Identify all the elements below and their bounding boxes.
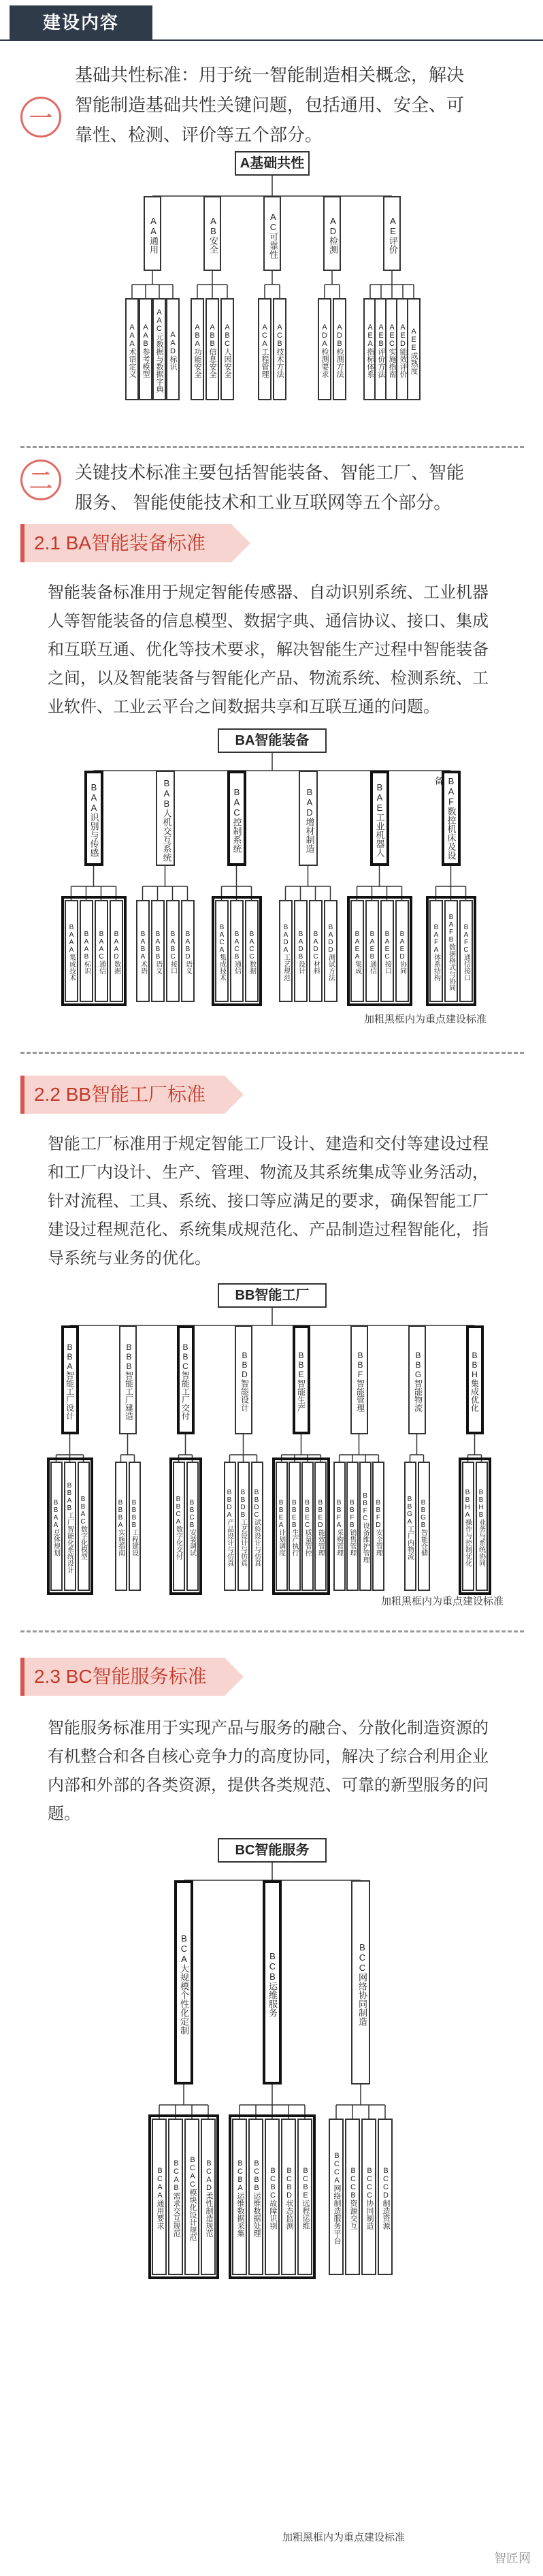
- level2-node: BAEC接口: [380, 900, 394, 1002]
- tag-arrow: [225, 1076, 244, 1114]
- level2-node: BBGA工厂内物流: [404, 1462, 416, 1591]
- part-number: 二: [29, 468, 52, 494]
- text-line: 智能制造基础共性关键问题，包括通用、安全、可: [75, 95, 465, 115]
- diagram-note: 加粗黑框内为重点建设标准: [380, 1596, 504, 1607]
- level2-node: BAAC通信: [95, 900, 108, 1002]
- divider: [20, 446, 524, 448]
- level2-node: BABD语义: [181, 900, 195, 1002]
- level2-node: AAA术语定义: [125, 298, 139, 400]
- section-tag-2-1: [20, 524, 231, 562]
- level2-node: BCBD状态监测: [281, 2119, 296, 2275]
- text-line: 智能服务标准用于实现产品与服务的融合、分散化制造资源的: [48, 1719, 489, 1737]
- level2-node: BACA集成技术: [215, 900, 229, 1002]
- level2-node: ADB检测方法: [333, 298, 346, 400]
- text-line: 智能装备标准用于规定智能传感器、自动识别系统、工业机器: [48, 583, 489, 602]
- level2-node: BABA术语: [136, 900, 150, 1002]
- level2-node: ADA检测要求: [318, 298, 331, 400]
- level2-node: AAB参考模型: [139, 298, 152, 400]
- sec21-text: [48, 579, 531, 722]
- part2-intro: [75, 457, 531, 517]
- divider: [20, 1630, 524, 1632]
- tag-accent: [20, 524, 24, 562]
- root-node: A基础共性: [235, 151, 310, 176]
- level2-node: BAFC通信接口: [459, 900, 473, 1002]
- watermark: 智匠网: [494, 2551, 531, 2565]
- level1-node: BBC智能工厂交付: [177, 1325, 195, 1434]
- level2-node: ABC人因安全: [220, 298, 234, 400]
- level1-node: AA通用: [144, 196, 161, 271]
- level1-node: BAC控制系统: [227, 771, 246, 866]
- level2-node: BCBA运维数据采集: [232, 2119, 247, 2275]
- level2-node: BBBB工程建设: [129, 1462, 141, 1591]
- level2-node: BCAA通用要求: [152, 2119, 167, 2275]
- level2-node: BCBE远程运维: [297, 2119, 312, 2275]
- level2-node: BAFA体系结构: [429, 900, 443, 1002]
- header-divider: [0, 39, 543, 41]
- diagram-note: 加粗黑框内为重点建设标准: [282, 2532, 405, 2543]
- level2-node: BBFA采购管理: [333, 1462, 346, 1591]
- text-line: 智能工厂标准用于规定智能工厂设计、建造和交付等建设过程: [48, 1135, 489, 1153]
- level2-node: BACC数据: [245, 900, 259, 1002]
- level2-node: BBFD安全管理: [372, 1462, 384, 1591]
- diagram-note: 加粗黑框内为重点建设标准: [363, 1014, 487, 1025]
- level2-node: BADD测试方法: [324, 900, 338, 1002]
- text-line: 之间，以及智能装备与智能化产品、物流系统、检测系统、工: [48, 669, 489, 688]
- level2-node: BADB设计: [294, 900, 308, 1002]
- diagram-smart-service: [139, 1838, 405, 2546]
- level2-node: AEA指标体系: [363, 298, 377, 400]
- level1-node: BBD智能设计: [235, 1325, 252, 1434]
- level2-node: BCAC模块化设计规范: [184, 2119, 199, 2275]
- level1-node: BBH集成优化: [466, 1325, 484, 1434]
- level2-node: BADA工艺规范: [279, 900, 293, 1002]
- level1-node: BBF智能管理: [350, 1325, 368, 1434]
- level2-node: AAC元数据与数据字典: [152, 298, 166, 400]
- text-line: 内部和外部的各类资源，提供各类规范、可靠的新型服务的问: [48, 1776, 489, 1794]
- level2-node: BBED能效管理: [314, 1462, 327, 1591]
- root-node: BB智能工厂: [218, 1283, 327, 1308]
- tag-accent: [20, 1076, 24, 1114]
- root-node: BA智能装备: [218, 728, 327, 753]
- level2-node: BAEB通信: [365, 900, 379, 1002]
- section-title: 建设内容: [10, 5, 152, 39]
- level2-node: BCCB资源交互: [345, 2119, 360, 2275]
- text-line: 基础共性标准：用于统一智能制造相关概念，解决: [75, 65, 465, 85]
- level2-node: BCBC故障识别: [265, 2119, 280, 2275]
- level2-node: BBCB安装调试: [186, 1462, 199, 1591]
- level2-node: BAEA集成: [350, 900, 364, 1002]
- sec22-text: [48, 1130, 531, 1273]
- level2-node: ABA功能安全: [191, 298, 204, 400]
- level2-node: BBHA操作与控制优化: [462, 1462, 474, 1591]
- level2-node: BBDC试验设计与仿真: [251, 1462, 263, 1591]
- level1-node: BAD增材制造: [299, 771, 318, 866]
- level2-node: BCCA网络制造服务平台: [329, 2119, 344, 2275]
- level1-node: BAA识别与传感: [84, 771, 103, 866]
- level2-node: BCAD柔性制造规范: [201, 2119, 216, 2275]
- level1-node: BAF数控机床及设备: [442, 771, 461, 866]
- level2-node: AEE成熟度: [407, 298, 421, 400]
- level2-node: BCBB运维数据处理: [248, 2119, 263, 2275]
- tag-arrow: [225, 1658, 244, 1696]
- level2-node: BABC接口: [166, 900, 180, 1002]
- level2-node: BBDA产品设计与仿真: [224, 1462, 236, 1591]
- level1-node: BBA智能工厂设计: [61, 1325, 79, 1434]
- level2-node: BAED协同: [395, 900, 409, 1002]
- level1-node: BBE智能生产: [293, 1325, 310, 1434]
- header: [0, 0, 543, 45]
- part-number: 一: [29, 106, 52, 131]
- level2-node: BAAD数据: [110, 900, 123, 1002]
- level2-node: AEB评价方法: [374, 298, 388, 400]
- section-tag-label: 2.2 BB智能工厂标准: [34, 1084, 206, 1105]
- text-line: 人等智能装备的信息模型、数据字典、通信协议、接口、集成: [48, 612, 489, 630]
- diagram-smart-factory: [41, 1283, 504, 1610]
- level2-node: AEC实施指南: [385, 298, 399, 400]
- level1-node: AD检测: [323, 196, 341, 271]
- diagram-basic-common: [122, 151, 422, 423]
- text-line: 题。: [48, 1805, 80, 1823]
- text-line: 关键技术标准主要包括智能装备、智能工厂、智能: [75, 462, 465, 483]
- text-line: 和工厂内设计、生产、管理、物流及其系统集成等业务活动，: [48, 1163, 489, 1182]
- level1-node: BCB运维服务: [263, 1880, 282, 2084]
- level1-node: AC可靠性: [263, 196, 281, 271]
- level2-node: BAFB数据格式与协同: [444, 900, 458, 1002]
- root-node: BC智能服务: [218, 1838, 327, 1863]
- level2-node: BAAB标识: [80, 900, 93, 1002]
- level1-node: AE评价: [383, 196, 401, 271]
- level2-node: ACA工程管理: [258, 298, 272, 400]
- text-line: 靠性、检测、评价等五个部分。: [75, 125, 323, 145]
- text-line: 有机整合和各自核心竞争力的高度协同，解决了综合利用企业: [48, 1748, 489, 1766]
- section-tag-2-2: [20, 1076, 225, 1114]
- level2-node: BCAB需求交互规范: [168, 2119, 183, 2275]
- sec23-text: [48, 1714, 531, 1829]
- level1-node: AB安全: [203, 196, 221, 271]
- diagram-smart-equipment: [58, 728, 487, 1028]
- section-tag-2-3: [20, 1658, 225, 1696]
- level2-node: BBFC设备维护管理: [359, 1462, 372, 1591]
- level2-node: BBFB销售管理: [346, 1462, 359, 1591]
- level2-node: ACB技术方法: [273, 298, 286, 400]
- level2-node: BCCD制造资源: [378, 2119, 393, 2275]
- level2-node: BBAB工厂智能化系统设计: [64, 1462, 76, 1591]
- text-line: 和互联互通、优化等技术要求，解决智能生产过程中智能装备: [48, 641, 489, 659]
- level2-node: BACB通信: [230, 900, 244, 1002]
- level2-node: BBDB工艺设计与仿真: [237, 1462, 250, 1591]
- level2-node: AED能效评价: [396, 298, 410, 400]
- text-line: 建设过程规范化、系统集成规范化、产品制造过程智能化，指: [48, 1221, 489, 1239]
- level2-node: BAAA集成技术: [65, 900, 78, 1002]
- part1-intro: [75, 60, 524, 150]
- tag-arrow: [231, 524, 250, 562]
- level2-node: BBBA实施指南: [115, 1462, 127, 1591]
- level2-node: BBAA总体规划: [50, 1462, 63, 1591]
- text-line: 服务、 智能使能技术和工业互联网等五个部分。: [75, 492, 452, 513]
- level2-node: AAD标识: [166, 298, 180, 400]
- level2-node: BBEA计划调度: [276, 1462, 288, 1591]
- part-number-badge: [20, 97, 61, 138]
- text-line: 业软件、工业云平台之间数据共享和互联互通的问题。: [48, 698, 440, 716]
- level2-node: BBEB生产执行: [289, 1462, 301, 1591]
- part-number-badge: [20, 460, 61, 500]
- level2-node: BBCA数字化交付: [173, 1462, 185, 1591]
- divider: [20, 1052, 524, 1054]
- level2-node: BBGB智能仓储: [418, 1462, 430, 1591]
- level1-node: BBB智能工厂建造: [119, 1325, 137, 1434]
- section-tag-label: 2.3 BC智能服务标准: [34, 1666, 207, 1687]
- level1-node: BBG智能物流: [408, 1325, 426, 1434]
- level2-node: BABB语义: [151, 900, 165, 1002]
- text-line: 针对流程、工具、系统、接口等应满足的要求，确保智能工厂: [48, 1192, 489, 1210]
- level2-node: BBHB业务与系统协同: [476, 1462, 488, 1591]
- section-tag-label: 2.1 BA智能装备标准: [34, 532, 206, 553]
- level1-node: BAB人机交互系统: [156, 771, 175, 866]
- level2-node: BBEC质量管控: [301, 1462, 314, 1591]
- level1-node: BCC网络协同制造: [351, 1880, 370, 2084]
- level1-node: BAE工业机器人: [370, 771, 389, 866]
- level2-node: BADC材料: [309, 900, 323, 1002]
- level2-node: BCCC协同制造: [361, 2119, 376, 2275]
- level2-node: ABB信息安全: [205, 298, 219, 400]
- level2-node: BBAC数字化模型: [78, 1462, 90, 1591]
- tag-accent: [20, 1658, 24, 1696]
- text-line: 导系统与业务的优化。: [48, 1249, 211, 1268]
- level1-node: BCA大规模个性化定制: [174, 1880, 193, 2084]
